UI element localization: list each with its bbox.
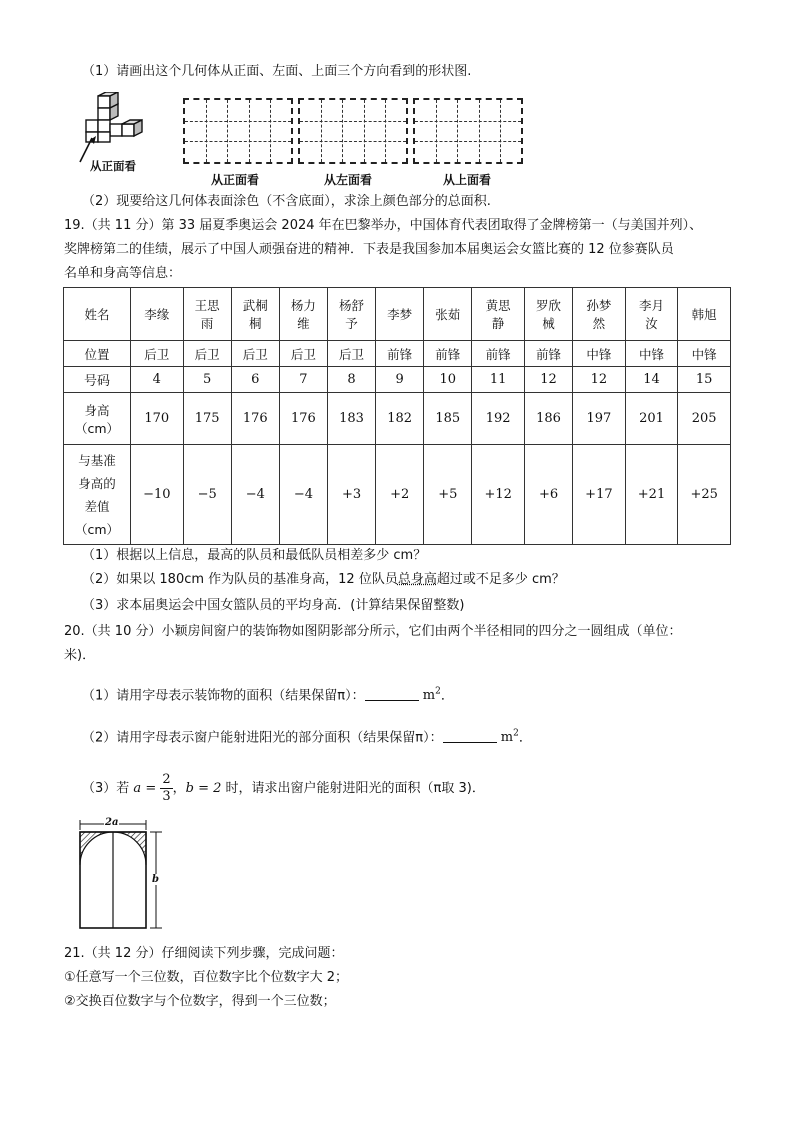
header-position: 位置 xyxy=(64,341,131,367)
dim-2a-label: 2a xyxy=(105,817,119,828)
table-row-number: 号码 4 5 6 7 8 9 10 11 12 12 14 15 xyxy=(64,367,731,393)
fraction-two-thirds: $\frac{2}{3}$ xyxy=(162,772,171,804)
q19-part3: （3）求本届奥运会中国女篮队员的平均身高．(计算结果保留整数) xyxy=(82,598,465,613)
answer-blank-1[interactable] xyxy=(365,686,419,701)
header-number: 号码 xyxy=(64,367,131,393)
player-name-8: 黄思 静 xyxy=(472,288,525,341)
q19-intro-3: 名单和身高等信息： xyxy=(64,266,182,281)
player-name-2: 王思 雨 xyxy=(183,288,231,341)
q20-intro-1: 20.（共 10 分）小颖房间窗户的装饰物如图阴影部分所示，它们由两个半径相同的四分之一圆组成（单位： xyxy=(64,624,682,639)
player-name-11: 李月 汝 xyxy=(625,288,678,341)
player-name-3: 武桐 桐 xyxy=(231,288,279,341)
top-view-caption: 从上面看 xyxy=(443,173,492,187)
q19-intro-1: 19.（共 11 分）第 33 届夏季奥运会 2024 年在巴黎举办，中国体育代表团取得了金牌榜第一（与美国并列）、 xyxy=(64,218,703,233)
table-row-height: 身高 （cm） 170 175 176 176 183 182 185 192 186 197 201 205 xyxy=(64,393,731,445)
q21-intro: 21.（共 12 分）仔细阅读下列步骤，完成问题： xyxy=(64,946,344,961)
player-name-5: 杨舒 予 xyxy=(327,288,375,341)
front-view-arrow-label: 从正面看 xyxy=(90,159,136,173)
q21-step2: ②交换百位数字与个位数字，得到一个三位数； xyxy=(64,994,336,1009)
left-view-caption: 从左面看 xyxy=(324,173,373,187)
front-view-grid xyxy=(183,98,293,164)
player-name-9: 罗欣 械 xyxy=(524,288,572,341)
player-name-6: 李梦 xyxy=(376,288,424,341)
dim-b-label: b xyxy=(152,874,159,885)
header-height: 身高 （cm） xyxy=(64,393,131,445)
q20-part2: （2）请用字母表示窗户能射进阳光的部分面积（结果保留π）： $m^2$． xyxy=(82,729,532,746)
q20-intro-2: 米)． xyxy=(64,648,96,663)
q18-part2: （2）现要给这几何体表面涂色（不含底面），求涂上颜色部分的总面积. xyxy=(82,194,491,209)
left-view-grid xyxy=(298,98,408,164)
player-table xyxy=(63,287,731,545)
q18-part1: （1）请画出这个几何体从正面、左面、上面三个方向看到的形状图. xyxy=(82,64,472,79)
header-name: 姓名 xyxy=(64,288,131,341)
table-row-position: 位置 后卫 后卫 后卫 后卫 后卫 前锋 前锋 前锋 前锋 中锋 中锋 中锋 xyxy=(64,341,731,367)
q19-part2: （2）如果以 180cm 作为队员的基准身高，12 位队员总身高超过或不足多少 cm？ xyxy=(82,572,565,587)
player-name-7: 张茹 xyxy=(424,288,472,341)
table-row-name xyxy=(64,288,731,341)
q19-intro-2: 奖牌榜第二的佳绩，展示了中国人顽强奋进的精神．下表是我国参加本届奥运会女篮比赛的 12 位参赛队员 xyxy=(64,242,674,257)
front-view-caption: 从正面看 xyxy=(211,173,260,187)
header-diff: 与基准 身高的 差值 （cm） xyxy=(64,445,131,545)
q20-part3: （3）若 a = $\frac{2}{3}$ ，b = 2 时，请求出窗户能射进阳光的面积（π取 3)． xyxy=(82,772,485,804)
player-name-1: 李缘 xyxy=(131,288,184,341)
player-name-12: 韩旭 xyxy=(678,288,731,341)
player-name-10: 孙梦 然 xyxy=(573,288,626,341)
q19-part1: （1）根据以上信息，最高的队员和最低队员相差多少 cm？ xyxy=(82,548,427,563)
q21-step1: ①任意写一个三位数，百位数字比个位数字大 2； xyxy=(64,970,349,985)
table-row-diff: 与基准 身高的 差值 （cm） −10 −5 −4 −4 +3 +2 +5 +12 +6 +17 +21 +25 xyxy=(64,445,731,545)
player-name-4: 杨力 维 xyxy=(279,288,327,341)
answer-blank-2[interactable] xyxy=(443,728,497,743)
top-view-grid xyxy=(413,98,523,164)
q20-part1: （1）请用字母表示装饰物的面积（结果保留π）： $m^2$． xyxy=(82,687,454,704)
